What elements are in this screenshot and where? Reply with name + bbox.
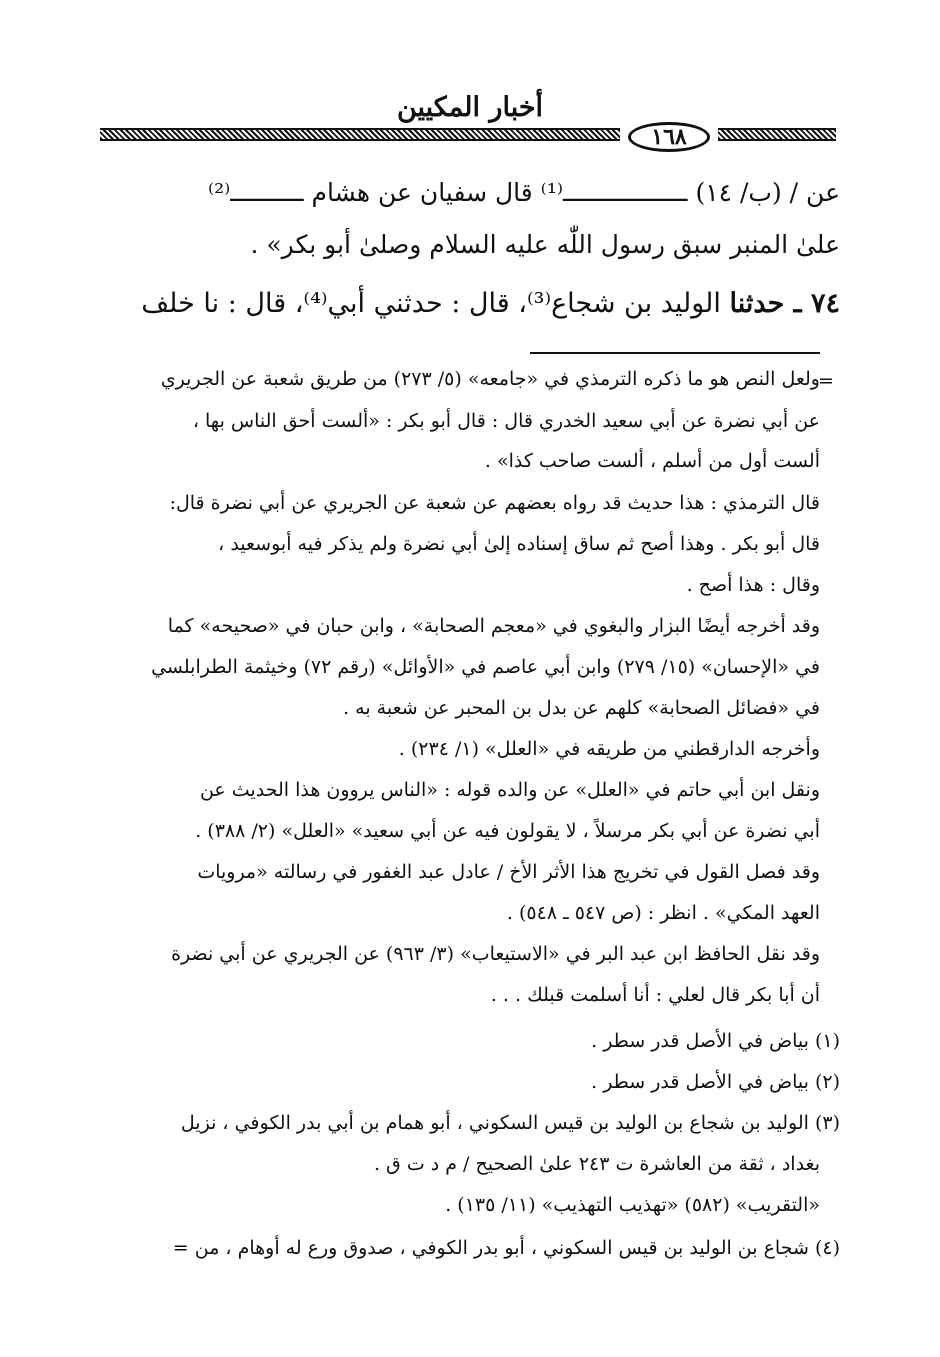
- footnote-line: ونقل ابن أبي حاتم في «العلل» عن والده قوله : «الناس يروون هذا الحديث عن: [199, 779, 820, 801]
- footnote-1: (١) بياض في الأصل قدر سطر .: [591, 1030, 840, 1052]
- footnote-line: قال الترمذي : هذا حديث قد رواه بعضهم عن شعبة عن الجريري عن أبي نضرة قال:: [169, 492, 820, 514]
- footnote-line: وقد فصل القول في تخريج هذا الأثر الأخ / عادل عبد الغفور في رسالته «مرويات: [197, 861, 820, 883]
- footnote-3-line-3: «التقريب» (٥٨٢) «تهذيب التهذيب» (١١/ ١٣٥) .: [445, 1194, 820, 1216]
- footnote-line: العهد المكي» . انظر : (ص ٥٤٧ ـ ٥٤٨) .: [506, 902, 820, 924]
- footnote-line: وقال : هذا أصح .: [686, 574, 820, 596]
- continuation-mark: =: [818, 370, 834, 392]
- footnote-4: (٤) شجاع بن الوليد بن قيس السكوني ، أبو بدر الكوفي ، صدوق ورع له أوهام ، من =: [172, 1237, 840, 1259]
- footnote-line: في «الإحسان» (١٥/ ٢٧٩) وابن أبي عاصم في «الأوائل» (رقم ٧٢) وخيثمة الطرابلسي: [151, 656, 820, 678]
- ornamental-rule-left: [100, 128, 620, 141]
- main-text-line-3: [100, 288, 840, 319]
- footnote-separator: [530, 352, 820, 354]
- hadith-number: ٧٤ ـ حدثنا: [729, 288, 840, 319]
- footnote-line: في «فضائل الصحابة» كلهم عن بدل بن المحبر عن شعبة به .: [343, 697, 820, 719]
- ornamental-rule-right: [718, 128, 836, 141]
- footnote-line: وقد نقل الحافظ ابن عبد البر في «الاستيعاب» (٣/ ٩٦٣) عن الجريري عن أبي نضرة: [171, 943, 820, 965]
- footnote-line: عن أبي نضرة عن أبي سعيد الخدري قال : قال أبو بكر : «ألست أحق الناس بها ،: [192, 410, 820, 432]
- main-text-line-1: عن / (ب/ ١٤) ـــــــــــــــــ⁽¹⁾ قال سفيان عن هشام ــــــــــ⁽²⁾: [208, 178, 840, 207]
- page-number: ١٦٨: [628, 122, 710, 152]
- footnote-3-line-2: بغداد ، ثقة من العاشرة ت ٢٤٣ علىٰ الصحيح / م د ت ق .: [373, 1153, 820, 1175]
- footnote-line: أن أبا بكر قال لعلي : أنا أسلمت قبلك . . .: [490, 984, 820, 1006]
- footnote-line: قال أبو بكر . وهذا أصح ثم ساق إسناده إلىٰ أبي نضرة ولم يذكر فيه أبوسعيد ،: [218, 533, 820, 555]
- footnote-line: ولعل النص هو ما ذكره الترمذي في «جامعه» (٥/ ٢٧٣) من طريق شعبة عن الجريري: [160, 368, 820, 390]
- main-text-line-2: علىٰ المنبر سبق رسول اللّٰه عليه السلام وصلىٰ أبو بكر» .: [250, 230, 840, 259]
- footnote-2: (٢) بياض في الأصل قدر سطر .: [591, 1071, 840, 1093]
- hadith-chain: الوليد بن شجاع⁽³⁾، قال : حدثني أبي⁽⁴⁾، قال : نا خلف: [141, 288, 721, 319]
- running-title: أخبار المكيين: [396, 92, 544, 123]
- footnote-line: ألست أول من أسلم ، ألست صاحب كذا» .: [484, 450, 820, 472]
- footnote-line: وقد أخرجه أيضًا البزار والبغوي في «معجم الصحابة» ، وابن حبان في «صحيحه» كما: [167, 615, 820, 637]
- footnote-line: أبي نضرة عن أبي بكر مرسلاً ، لا يقولون فيه عن أبي سعيد» «العلل» (٢/ ٣٨٨) .: [195, 820, 820, 842]
- footnote-line: وأخرجه الدارقطني من طريقه في «العلل» (١/ ٢٣٤) .: [398, 738, 820, 760]
- footnote-3: (٣) الوليد بن شجاع بن الوليد بن قيس السكوني ، أبو همام بن أبي بدر الكوفي ، نزيل: [180, 1112, 840, 1134]
